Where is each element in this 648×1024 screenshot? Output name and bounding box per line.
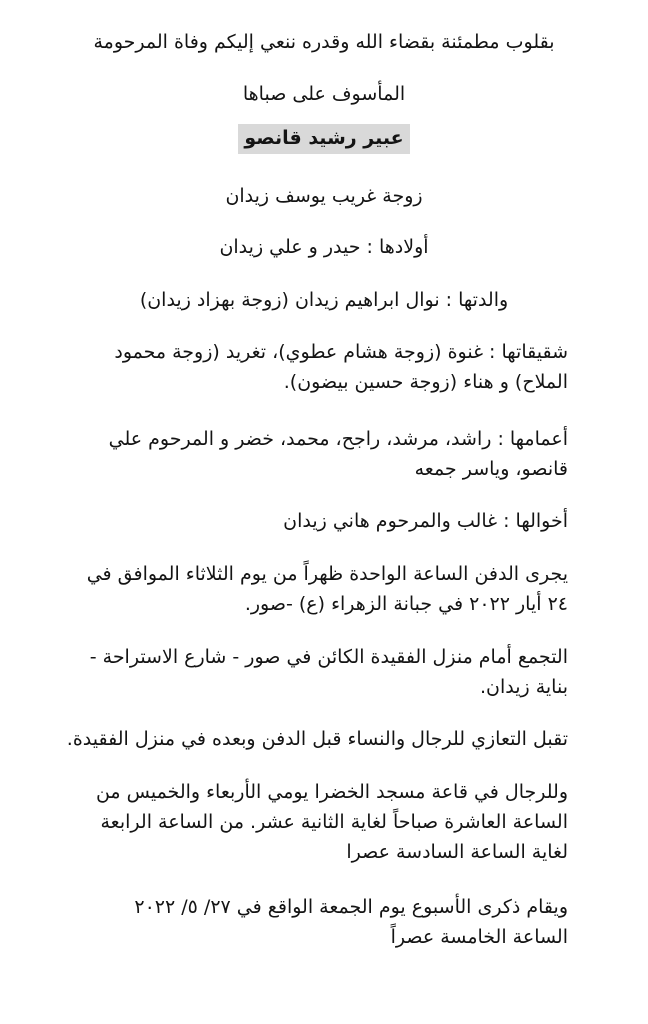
mother-line: والدتها : نوال ابراهيم زيدان (زوجة بهزاد زيدان) bbox=[139, 289, 509, 311]
gathering-line-2: بناية زيدان. bbox=[479, 676, 568, 698]
maternal-uncles-line: أخوالها : غالب والمرحوم هاني زيدان bbox=[283, 510, 568, 532]
deceased-name-wrapper bbox=[0, 124, 648, 154]
memorial-line-2: الساعة الخامسة عصراً bbox=[390, 926, 568, 948]
spouse-line: زوجة غريب يوسف زيدان bbox=[225, 185, 423, 207]
sisters-line-1: شقيقاتها : غنوة (زوجة هشام عطوي)، تغريد (زوجة محمود bbox=[114, 341, 568, 363]
burial-line-2: ٢٤ أيار ٢٠٢٢ في جبانة الزهراء (ع) -صور. bbox=[244, 593, 568, 615]
burial-line-1: يجرى الدفن الساعة الواحدة ظهراً من يوم الثلاثاء الموافق في bbox=[86, 563, 568, 585]
men-condolences-line-3: لغاية الساعة السادسة عصرا bbox=[346, 841, 568, 863]
paternal-uncles-line-2: قانصو، وياسر جمعه bbox=[414, 458, 568, 480]
intro-line-1: بقلوب مطمئنة بقضاء الله وقدره ننعي إليكم وفاة المرحومة bbox=[93, 31, 555, 53]
deceased-name: عبير رشيد قانصو bbox=[238, 124, 409, 154]
paternal-uncles-line-1: أعمامها : راشد، مرشد، راجح، محمد، خضر و المرحوم علي bbox=[108, 428, 568, 450]
gathering-line-1: التجمع أمام منزل الفقيدة الكائن في صور - شارع الاستراحة - bbox=[89, 646, 568, 668]
intro-line-2: المأسوف على صباها bbox=[242, 83, 406, 105]
condolences-line: تقبل التعازي للرجال والنساء قبل الدفن وبعده في منزل الفقيدة. bbox=[66, 728, 568, 750]
sisters-line-2: الملاح) و هناء (زوجة حسين بيضون). bbox=[283, 371, 568, 393]
men-condolences-line-2: الساعة العاشرة صباحاً لغاية الثانية عشر. من الساعة الرابعة bbox=[100, 811, 568, 833]
memorial-line-1: ويقام ذكرى الأسبوع يوم الجمعة الواقع في ٢٧/ ٥/ ٢٠٢٢ bbox=[134, 896, 568, 918]
children-line: أولادها : حيدر و علي زيدان bbox=[219, 236, 429, 258]
men-condolences-line-1: وللرجال في قاعة مسجد الخضرا يومي الأربعاء والخميس من bbox=[95, 781, 568, 803]
